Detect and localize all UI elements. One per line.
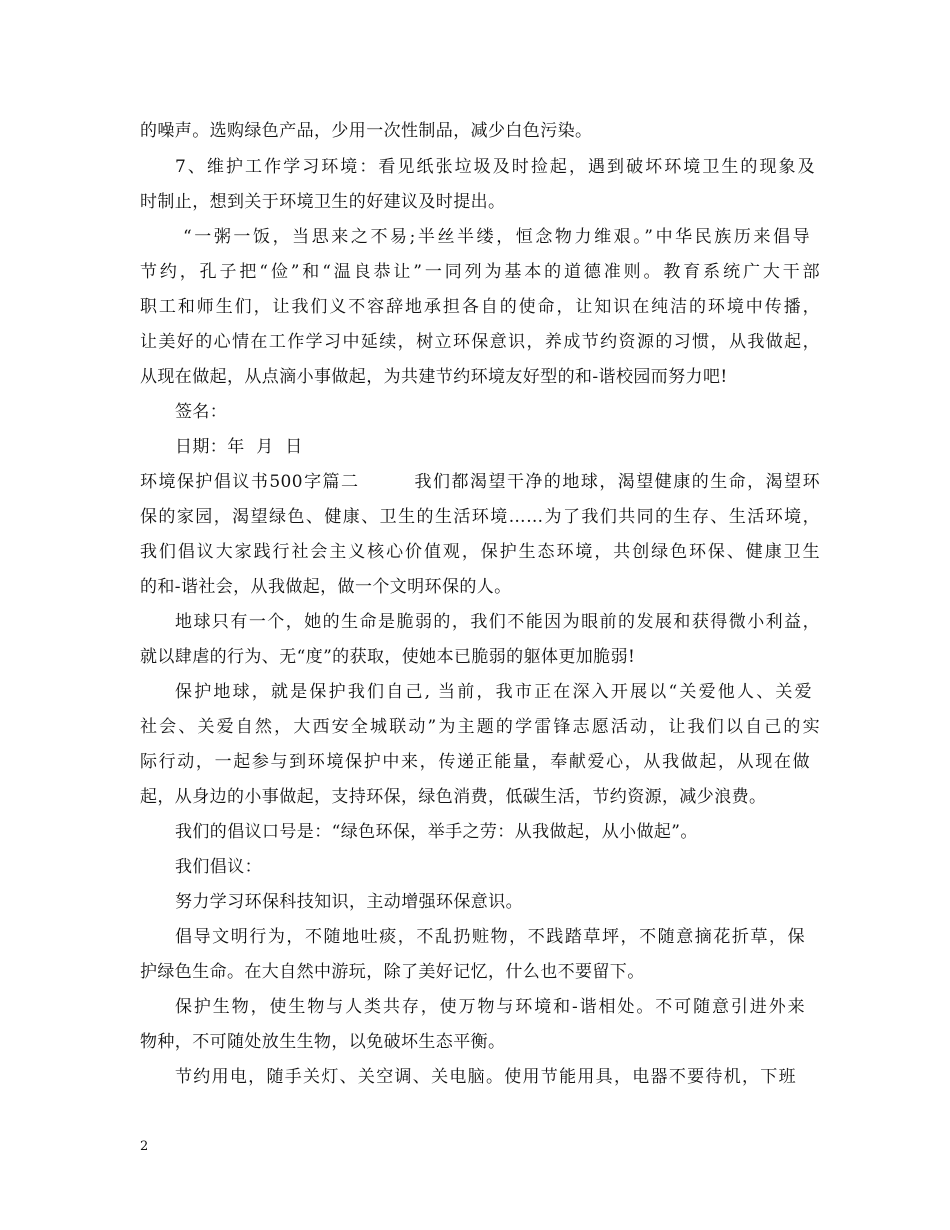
paragraph-line: 节约用电，随手关灯、关空调、关电脑。使用节能用具，电器不要待机，下班 [175, 1067, 796, 1087]
paragraph-line: “一粥一饭，当思来之不易;半丝半缕，恒念物力维艰。”中华民族历来倡导 [183, 227, 810, 247]
page-number: 2 [140, 1139, 149, 1154]
paragraph-line: 社会、关爱自然，大西安全城联动”为主题的学雷锋志愿活动，让我们以自己的实 [140, 717, 820, 737]
paragraph-line: 倡导文明行为，不随地吐痰，不乱扔赃物，不践踏草坪，不随意摘花折草，保 [175, 927, 805, 947]
paragraph-line: 保护生物，使生物与人类共存，使万物与环境和-谐相处。不可随意引进外来 [175, 997, 805, 1017]
paragraph-line: 从现在做起，从点滴小事做起，为共建节约环境友好型的和-谐校园而努力吧! [140, 367, 728, 387]
paragraph-line: 让美好的心情在工作学习中延续，树立环保意识，养成节约资源的习惯，从我做起， [140, 332, 820, 352]
paragraph-line: 时制止，想到关于环境卫生的好建议及时提出。 [140, 192, 506, 212]
date-label: 日期：年 月 日 [175, 437, 303, 457]
paragraph-line: 的和-谐社会，从我做起，做一个文明环保的人。 [140, 577, 512, 597]
section-title-line: 环境保护倡议书500字篇二 我们都渴望干净的地球，渴望健康的生命，渴望环 [140, 472, 820, 492]
paragraph-line: 我们倡议： [175, 857, 262, 877]
paragraph-line: 节约，孔子把“俭”和“温良恭让”一同列为基本的道德准则。教育系统广大干部 [140, 262, 820, 282]
paragraph-line: 职工和师生们，让我们义不容辞地承担各自的使命，让知识在纯洁的环境中传播， [140, 297, 820, 317]
paragraph-line: 起，从身边的小事做起，支持环保，绿色消费，低碳生活，节约资源，减少浪费。 [140, 787, 767, 807]
paragraph-line: 努力学习环保科技知识，主动增强环保意识。 [175, 892, 523, 912]
paragraph-line: 护绿色生命。在大自然中游玩，除了美好记忆，什么也不要留下。 [140, 962, 645, 982]
paragraph-line: 我们倡议大家践行社会主义核心价值观，保护生态环境，共创绿色环保、健康卫生 [140, 542, 820, 562]
paragraph-line: 际行动，一起参与到环境保护中来，传递正能量，奉献爱心，从我做起，从现在做 [140, 752, 810, 772]
paragraph-line: 物种，不可随处放生生物，以免破坏生态平衡。 [140, 1032, 506, 1052]
paragraph-line: 的噪声。选购绿色产品，少用一次性制品，减少白色污染。 [140, 121, 593, 141]
slogan-line: 我们的倡议口号是：“绿色环保，举手之劳：从我做起，从小做起”。 [175, 822, 698, 842]
paragraph-line: 就以肆虐的行为、无“度”的获取，使她本已脆弱的躯体更加脆弱! [140, 647, 636, 667]
paragraph-line: 保的家园，渴望绿色、健康、卫生的生活环境……为了我们共同的生存、生活环境， [140, 507, 820, 527]
paragraph-line: 保护地球，就是保护我们自己, 当前，我市正在深入开展以“关爱他人、关爱 [175, 682, 812, 702]
paragraph-line: 地球只有一个，她的生命是脆弱的，我们不能因为眼前的发展和获得微小利益， [175, 612, 820, 632]
paragraph-line: 7、维护工作学习环境：看见纸张垃圾及时捡起，遇到破坏环境卫生的现象及 [175, 157, 815, 177]
signature-label: 签名： [175, 402, 228, 422]
